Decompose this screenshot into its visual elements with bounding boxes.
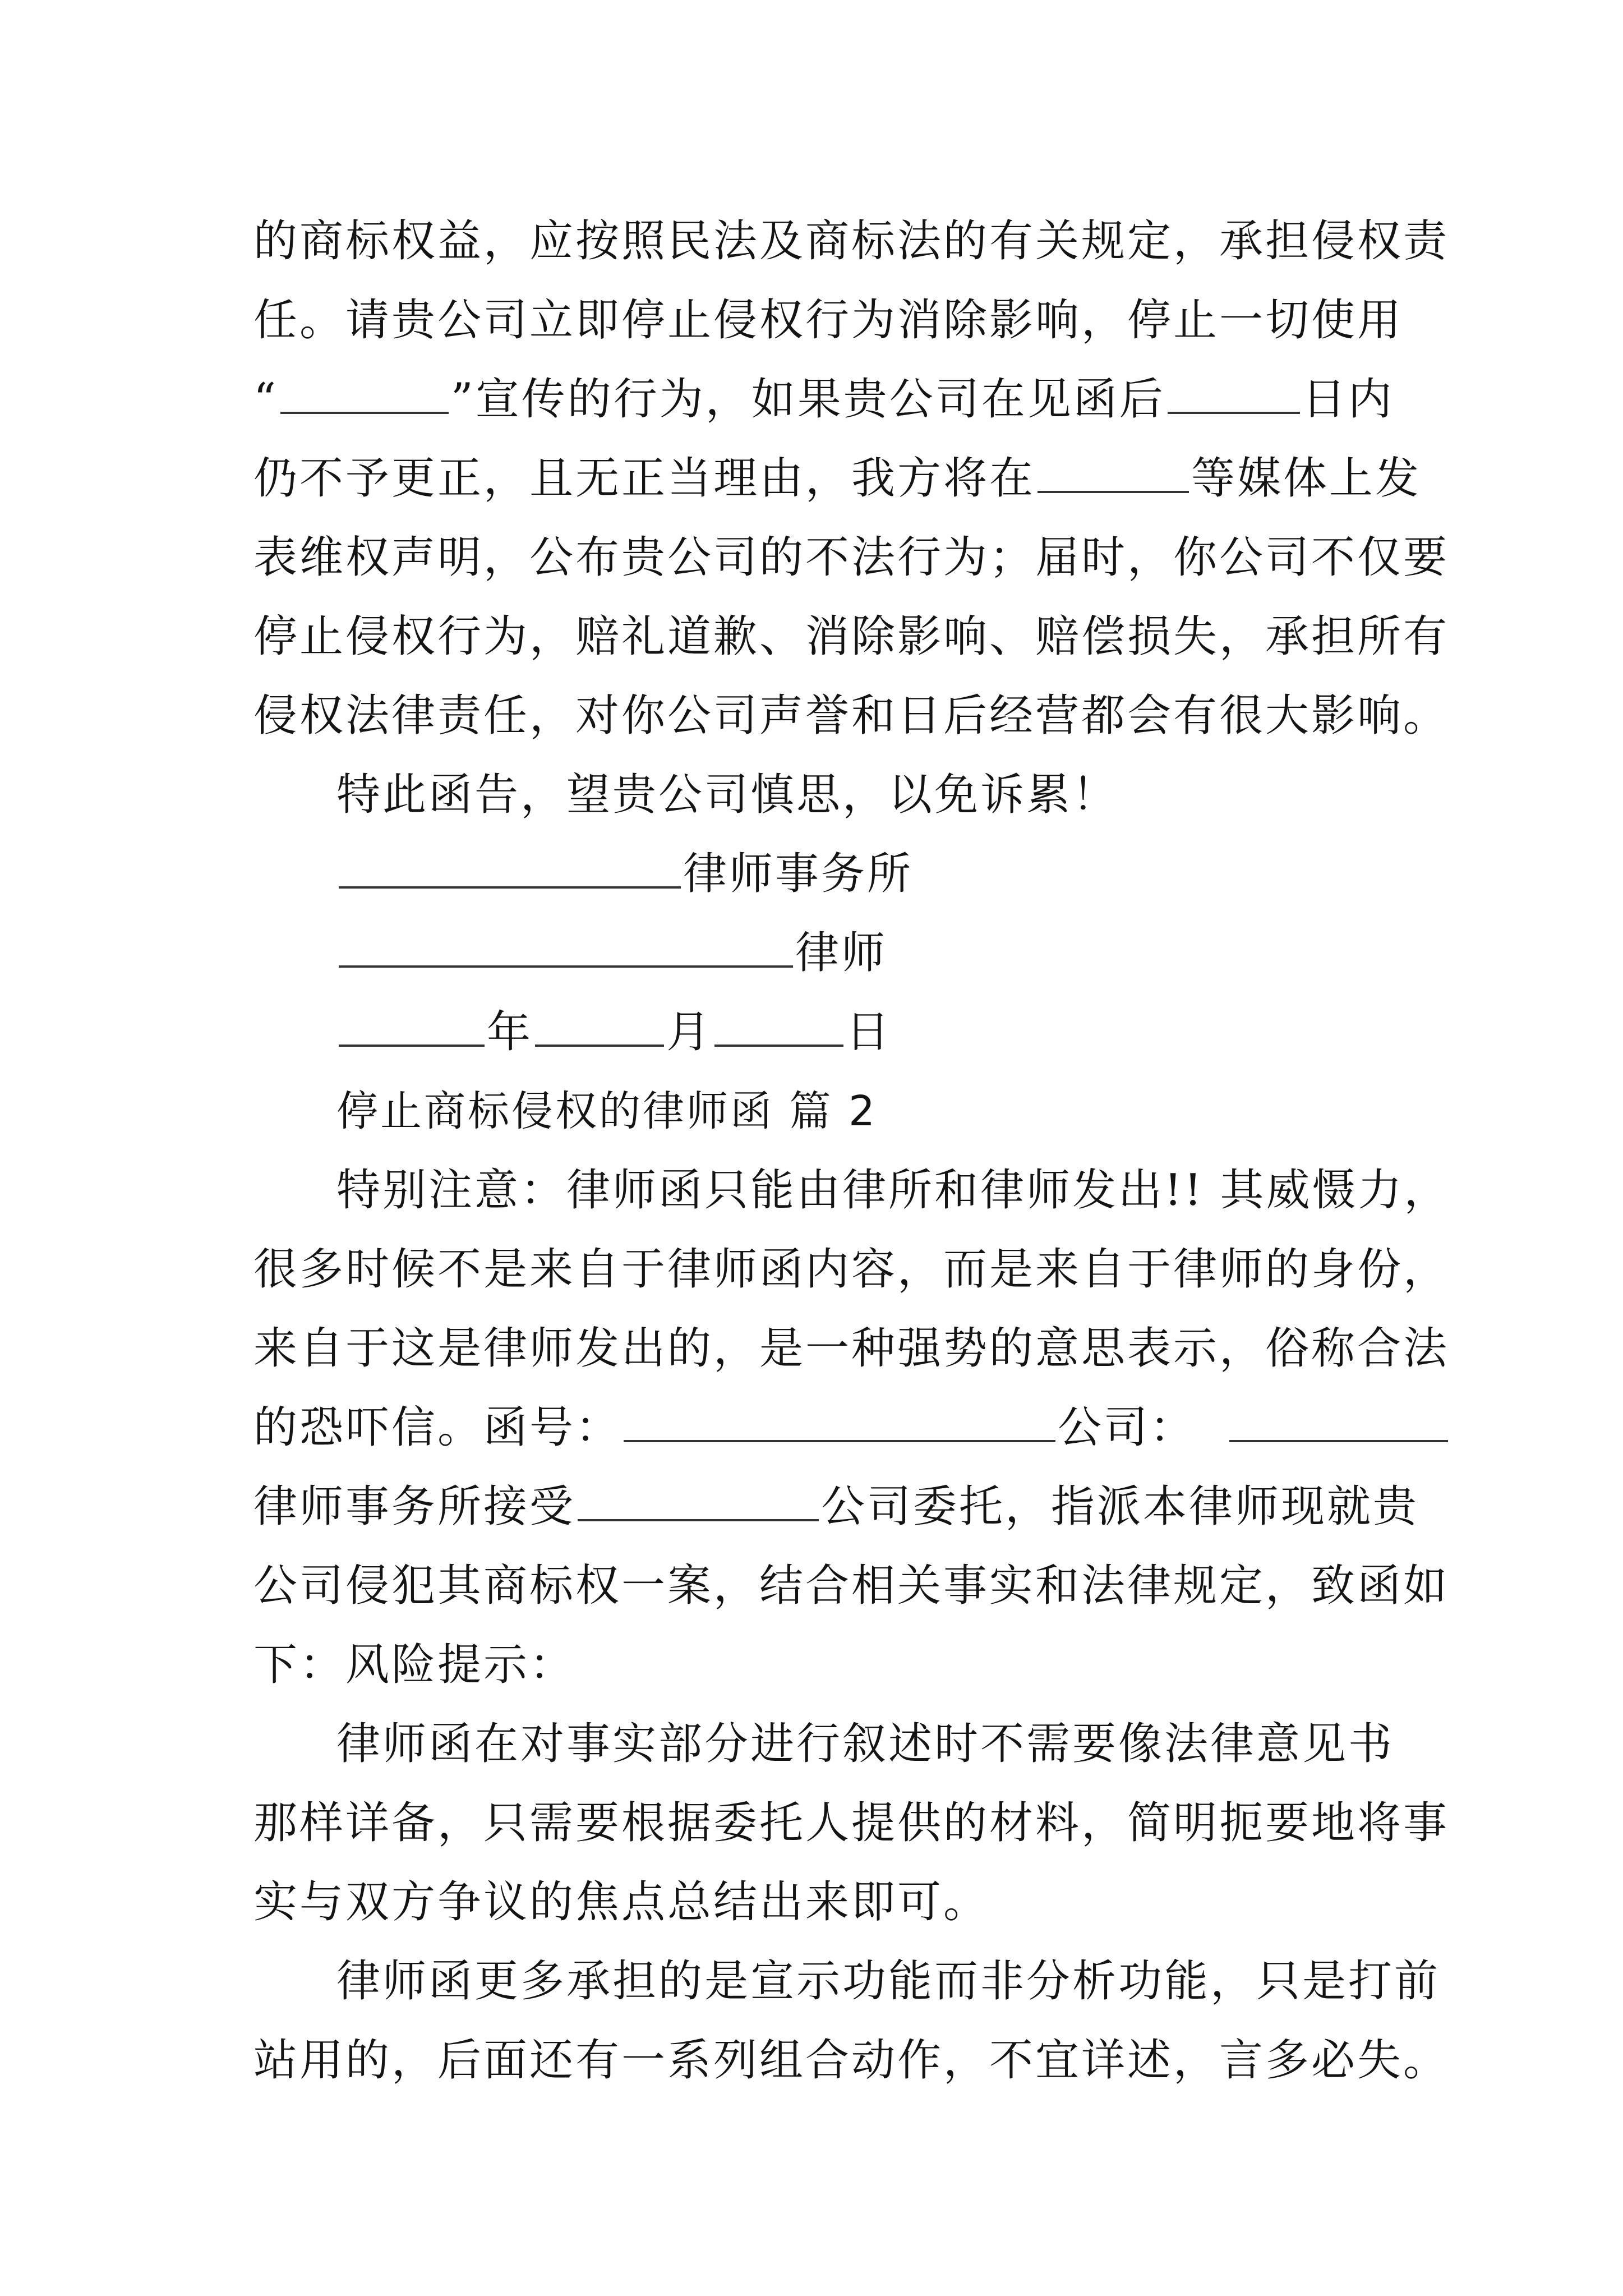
blank-underline [624, 1396, 1055, 1442]
paragraph-line: 特别注意：律师函只能由律所和律师发出!! 其威慑力， [336, 1165, 1450, 1216]
signature-firm [336, 832, 1398, 916]
text-segment: 公司委托，指派本律师现就贵 [821, 1481, 1419, 1532]
blank-underline [535, 1001, 664, 1047]
text-segment: 的恐吓信。函号： [253, 1402, 622, 1453]
signature-lawyer [336, 911, 1398, 995]
text-segment: “ [253, 374, 278, 425]
paragraph-line [253, 357, 1398, 441]
text-segment: 等媒体上发 [1191, 453, 1422, 504]
blank-underline [339, 922, 793, 968]
paragraph-line: 律师函更多承担的是宣示功能而非分析功能，只是打前 [336, 1956, 1441, 2007]
paragraph-line: 很多时候不是来自于律师函内容，而是来自于律师的身份， [253, 1244, 1450, 1295]
text-segment: 律师事务所接受 [253, 1481, 576, 1532]
paragraph-line: 律师函在对事实部分进行叙述时不需要像法律意见书 [336, 1719, 1395, 1769]
paragraph-line: 的商标权益，应按照民法及商标法的有关规定，承担侵权责 [253, 216, 1450, 266]
paragraph-line: 停止侵权行为，赔礼道歉、消除影响、赔偿损失，承担所有 [253, 611, 1450, 662]
paragraph-line: 表维权声明，公布贵公司的不法行为；届时，你公司不仅要 [253, 532, 1450, 583]
text-segment: 公司： [1058, 1402, 1196, 1453]
paragraph-line: 下：风险提示： [253, 1640, 576, 1690]
text-segment: 律师事务所 [683, 849, 914, 899]
blank-underline [339, 843, 681, 889]
text-segment: 日 [846, 1007, 892, 1057]
paragraph-line: 来自于这是律师发出的，是一种强势的意思表示，俗称合法 [253, 1323, 1450, 1374]
text-segment: ”宣传的行为，如果贵公司在见函后 [450, 374, 1165, 425]
paragraph-line: 任。请贵公司立即停止侵权行为消除影响，停止一切使用 [253, 295, 1404, 346]
paragraph-line: 那样详备，只需要根据委托人提供的材料，简明扼要地将事 [253, 1798, 1450, 1848]
paragraph-line [253, 436, 1422, 521]
closing-sentence: 特此函告，望贵公司慎思，以免诉累！ [336, 770, 1119, 820]
blank-underline [714, 1001, 843, 1047]
blank-underline [1168, 368, 1300, 414]
section-heading: 停止商标侵权的律师函 篇 2 [336, 1087, 878, 1135]
blank-underline [578, 1475, 819, 1521]
paragraph-line [253, 1386, 1398, 1470]
blank-underline [339, 1001, 485, 1047]
text-segment: 仍不予更正，且无正当理由，我方将在 [253, 453, 1036, 504]
text-segment: 年 [487, 1007, 533, 1057]
paragraph-line: 站用的，后面还有一系列组合动作，不宜详述，言多必失。 [253, 2035, 1450, 2086]
signature-date [336, 990, 1398, 1074]
paragraph-line: 实与双方争议的焦点总结出来即可。 [253, 1877, 990, 1927]
paragraph-line: 侵权法律责任，对你公司声誉和日后经营都会有很大影响。 [253, 691, 1450, 741]
paragraph-line [253, 1465, 1419, 1549]
text-segment: 律师 [795, 928, 888, 978]
text-segment: 日内 [1302, 374, 1394, 425]
paragraph-line: 公司侵犯其商标权一案，结合相关事实和法律规定，致函如 [253, 1561, 1450, 1611]
text-segment: 月 [666, 1007, 713, 1057]
blank-underline [1229, 1396, 1448, 1442]
blank-underline [1038, 447, 1189, 493]
blank-underline [280, 368, 449, 414]
